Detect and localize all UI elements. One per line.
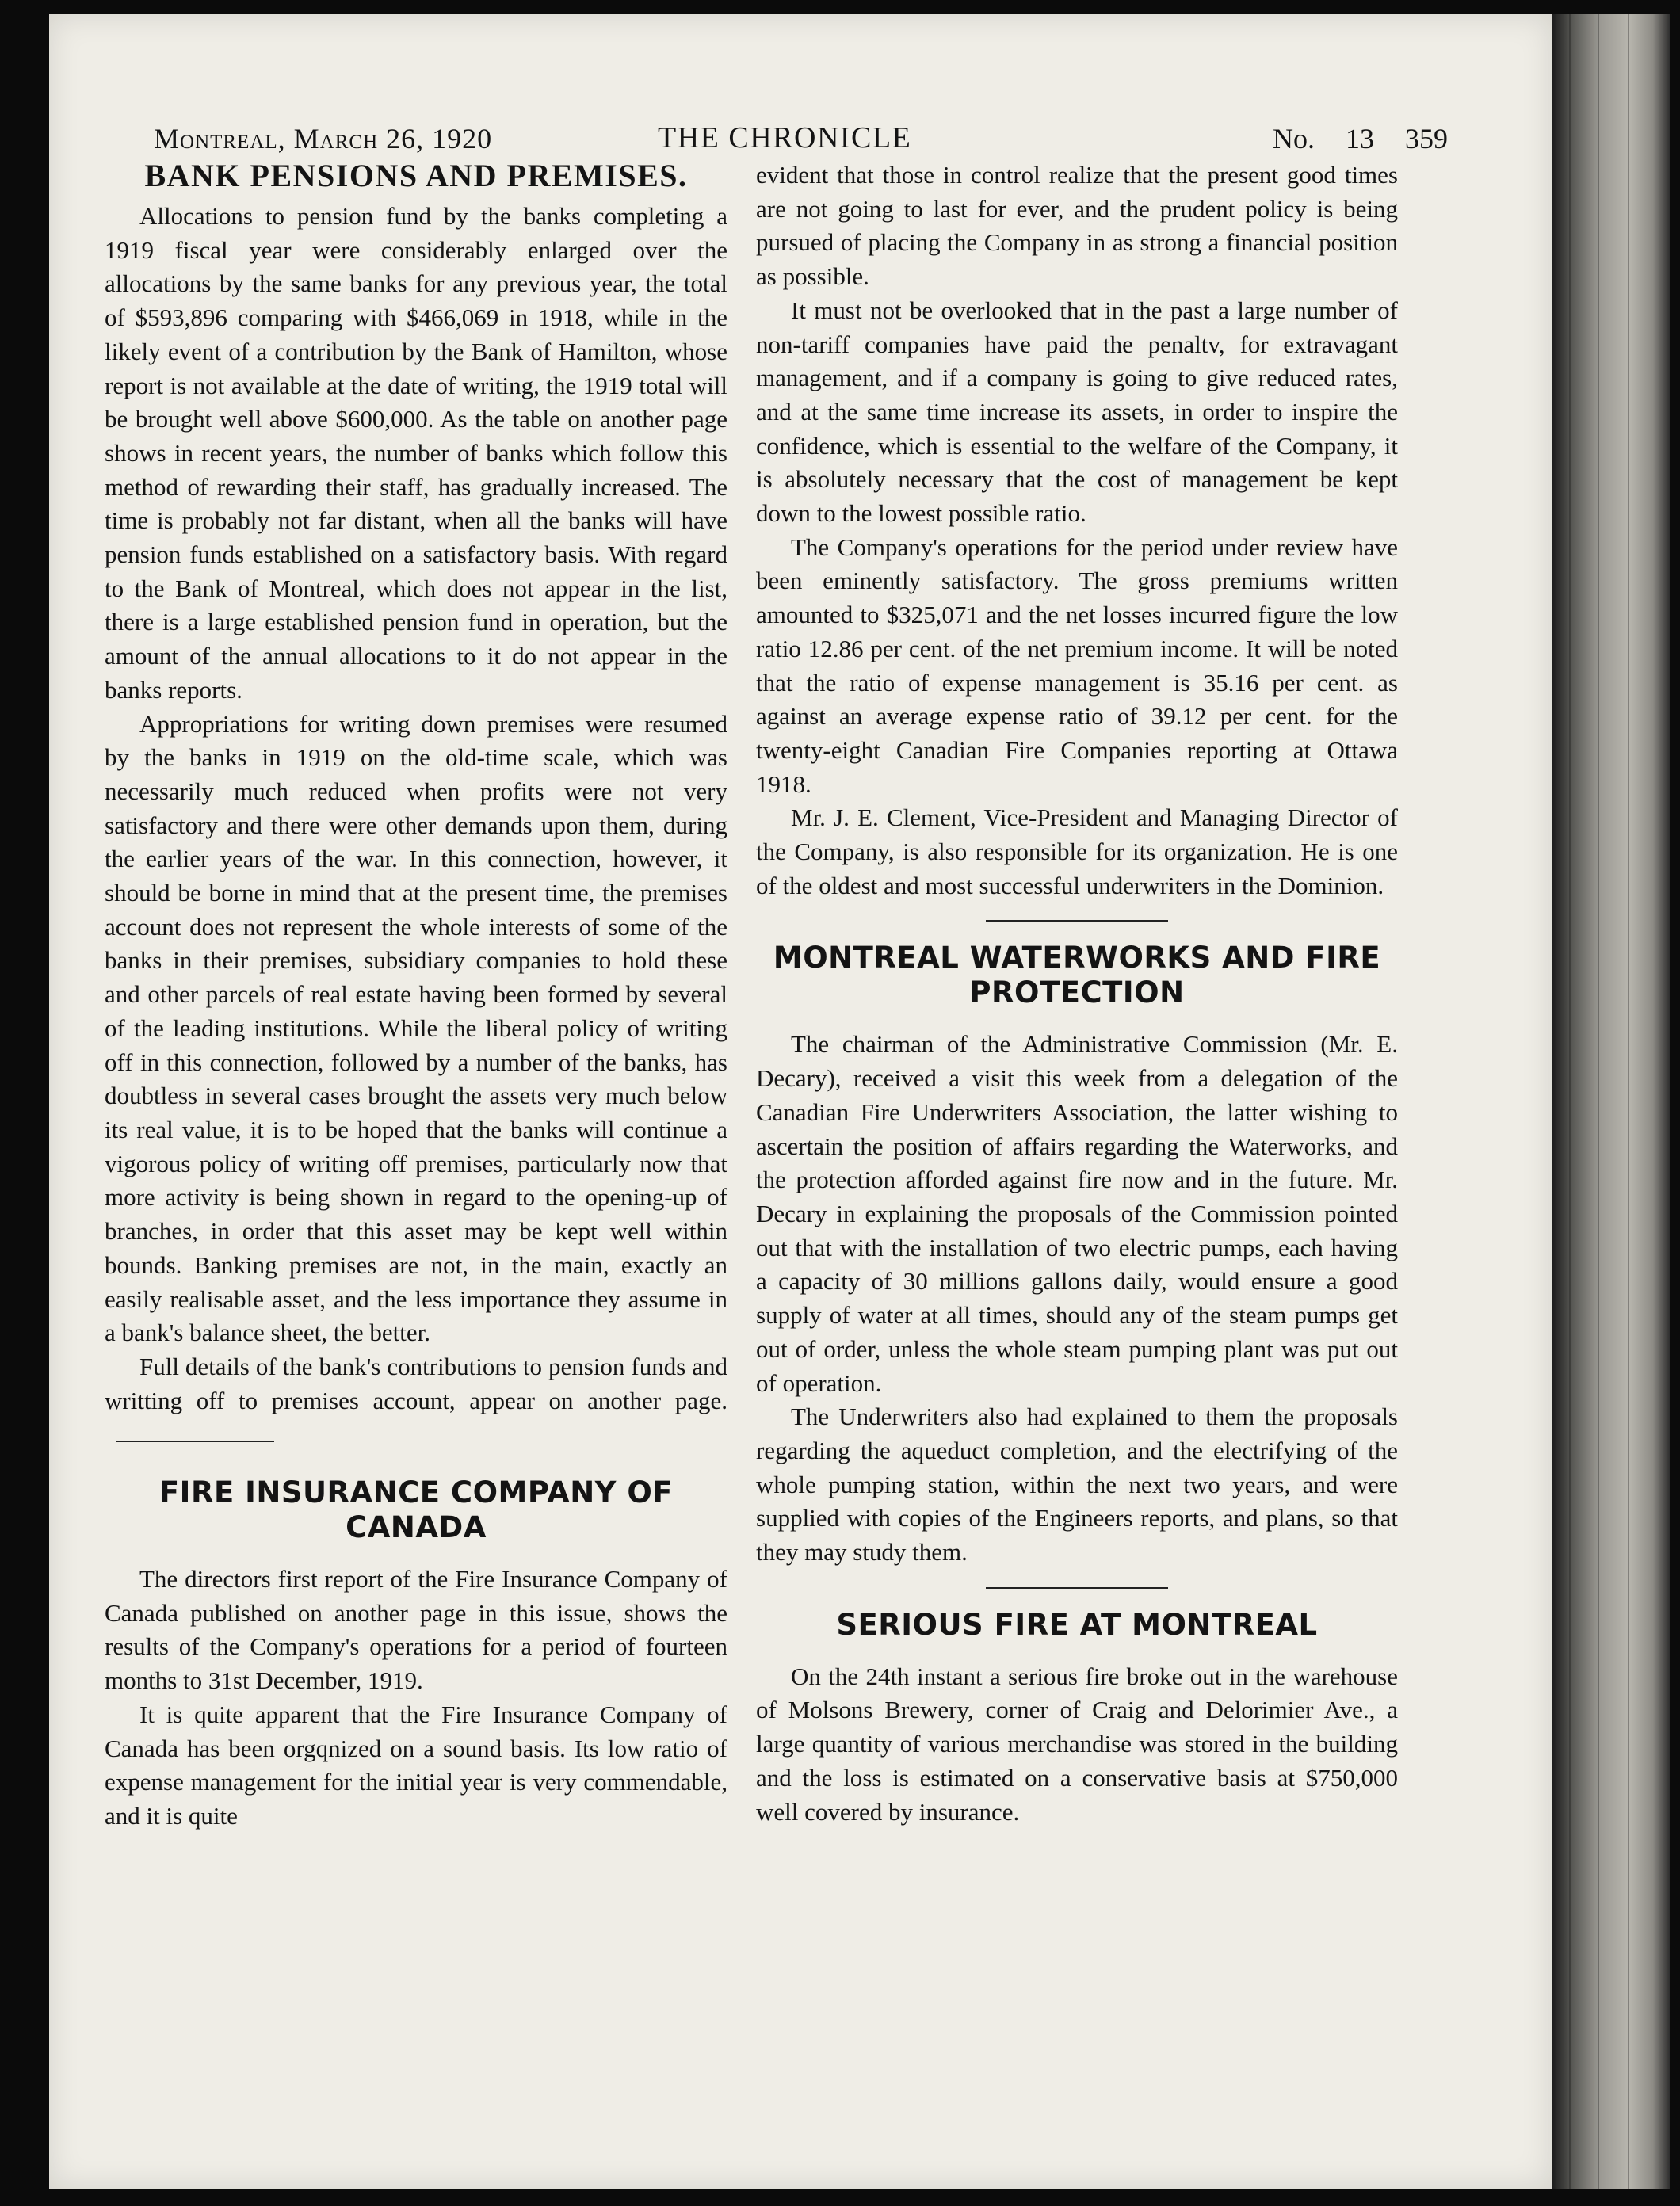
- section-divider: [986, 920, 1168, 922]
- header-dateline: Montreal, March 26, 1920: [154, 123, 493, 155]
- article-title-fire-insurance: FIRE INSURANCE COMPANY OF CANADA: [158, 1475, 674, 1545]
- article-paragraph: Appropriations for writing down premises were resumed by the banks in 1919 on the old-time scale, which was necessarily much reduced when profits were not very satisfactory and there were other demands upon them, during the earlier years of the war. In this connection, however, it should be borne in mind that at the present time, the premises account does not represent the whole interests of some of the banks in their premises, subsidiary companies to hold these and other parcels of real estate having been formed by several of the leading institutions. While the liberal policy of writing off in this connection, followed by a number of the banks, has doubtless in several cases brought the assets very much below its real value, it is to be hoped that the banks will continue a vigorous policy of writing off premises, particularly now that more activity is being shown in regard to the opening-up of branches, in order that this asset may be kept well within bounds. Banking premises are not, in the main, exactly an easily realisable asset, and the less importance they assume in a bank's balance sheet, the better.: [105, 709, 727, 1347]
- article-paragraph: Mr. J. E. Clement, Vice-President and Managing Director of the Company, is also responsible for its organization. He is one of the oldest and most successful underwriters in the Dominion.: [756, 803, 1398, 899]
- article-title-bank-pensions: BANK PENSIONS AND PREMISES.: [144, 158, 688, 193]
- article-title-waterworks: MONTREAL WATERWORKS AND FIRE PROTECTION: [773, 941, 1381, 1010]
- section-divider: [986, 1587, 1168, 1589]
- article-paragraph-continued: evident that those in control realize that the present good times are not going to last for ever, and the prudent policy is being pursued of placing the Company in as strong a financial position as possible.: [756, 161, 1398, 291]
- article-paragraph: [105, 1350, 727, 1452]
- article-title-serious-fire: SERIOUS FIRE AT MONTREAL: [836, 1607, 1318, 1642]
- article-paragraph: On the 24th instant a serious fire broke out in the warehouse of Molsons Brewery, corner of Craig and Delorimier Ave., a large quantity of various merchandise was stored in the building and the loss is estimated on a conservative basis at $750,000 well covered by insurance.: [756, 1662, 1398, 1826]
- section-divider: [116, 1441, 274, 1442]
- header-masthead: THE CHRONICLE: [658, 121, 912, 155]
- article-paragraph: The directors first report of the Fire Insurance Company of Canada published on another page in this issue, shows the results of the Company's operations for a period of fourteen months to 31st December, 1919.: [105, 1565, 727, 1695]
- header-issue-page: [1273, 122, 1448, 155]
- article-paragraph: The Company's operations for the period under review have been eminently satisfactory. The gross premiums written amounted to $325,071 and the net losses incurred figure the low ratio 12.86 per cent. of the net premium income. It will be noted that the ratio of expense management is 35.16 per cent. as against an average expense ratio of 39.12 per cent. for the twenty-eight Canadian Fire Companies reporting at Ottawa 1918.: [756, 532, 1398, 798]
- article-paragraph-text: Full details of the bank's contributions to pension funds and writting off to premises account, appear on another page.: [105, 1352, 727, 1414]
- page-number: 359: [1405, 123, 1448, 155]
- article-paragraph: Allocations to pension fund by the banks completing a 1919 fiscal year were considerably enlarged over the allocations by the same banks for any previous year, the total of $593,896 comparing with $466,069 in 1918, while in the likely event of a contribution by the Bank of Hamilton, whose report is not available at the date of writing, the 1919 total will be brought well above $600,000. As the table on another page shows in recent years, the number of banks which follow this method of rewarding their staff, has gradually increased. The time is probably not far distant, when all the banks will have pension funds established on a satisfactory basis. With regard to the Bank of Montreal, which does not appear in the list, there is a large established pension fund in operation, but the amount of the annual allocations to it do not appear in the banks reports.: [105, 202, 727, 704]
- left-column: [105, 158, 727, 1834]
- article-paragraph: It is quite apparent that the Fire Insurance Company of Canada has been orgqnized on a sound basis. Its low ratio of expense management for the initial year is very commendable, and it is quite: [105, 1700, 727, 1830]
- article-paragraph: The chairman of the Administrative Commission (Mr. E. Decary), received a visit this week from a delegation of the Canadian Fire Underwriters Association, the latter wishing to ascertain the position of affairs regarding the Waterworks, and the protection afforded against fire now and in the future. Mr. Decary in explaining the proposals of the Commission pointed out that with the installation of two electric pumps, each having a capacity of 30 millions gallons daily, would ensure a good supply of water at all times, should any of the steam pumps get out of order, unless the whole steam pumping plant was put out of operation.: [756, 1030, 1398, 1397]
- article-paragraph: It must not be overlooked that in the past a large number of non-tariff companies have paid the penaltv, for extravagant management, and if a company is going to give reduced rates, and at the same time increase its assets, in order to inspire the confidence, which is essential to the welfare of the Company, it is absolutely necessary that the cost of management be kept down to the lowest possible ratio.: [756, 296, 1398, 528]
- article-paragraph: The Underwriters also had explained to them the proposals regarding the aqueduct completion, and the electrifying of the whole pumping station, within the next two years, and were supplied with copies of the Engineers reports, and plans, so that they may study them.: [756, 1403, 1398, 1567]
- running-header: [103, 103, 1450, 158]
- issue-number: No. 13: [1273, 123, 1374, 155]
- right-column: [756, 158, 1398, 1829]
- book-spine-edge: [1552, 14, 1670, 2189]
